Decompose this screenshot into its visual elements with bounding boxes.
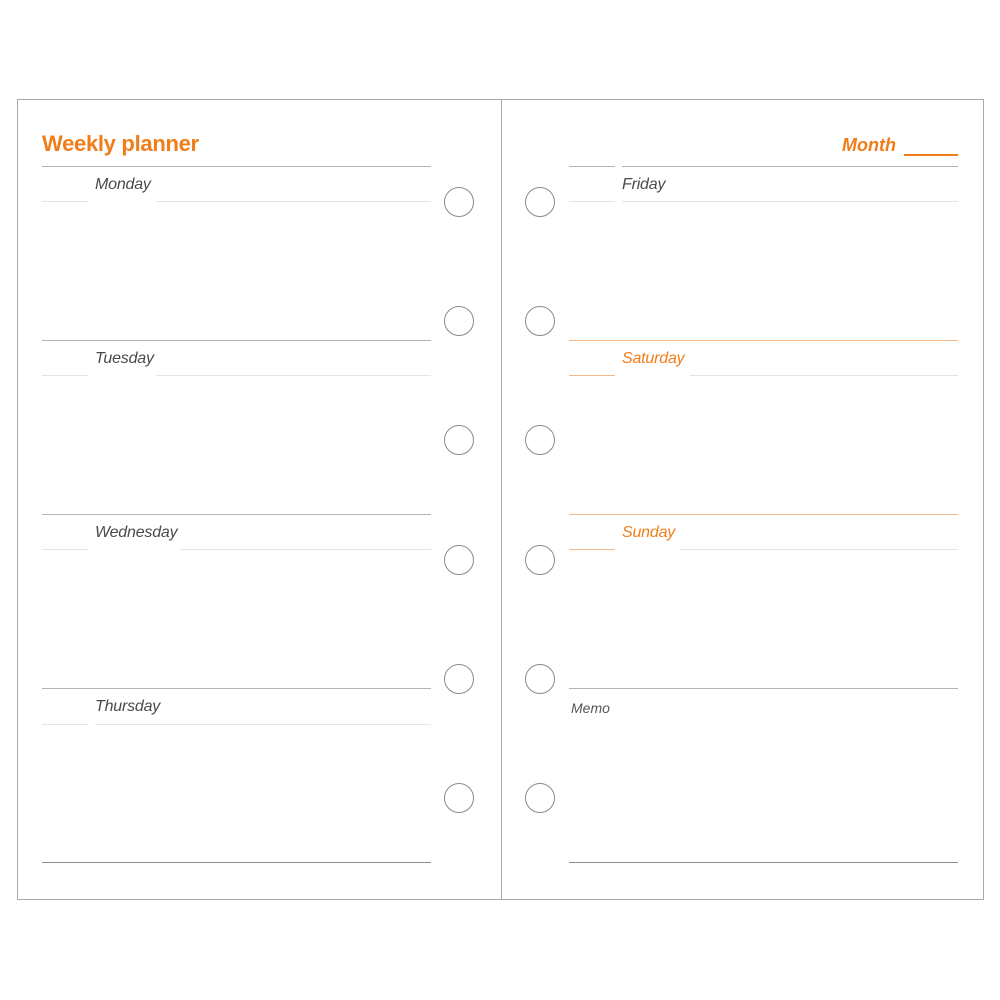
sunday-write-area[interactable] [569, 558, 958, 686]
day-label-tuesday: Tuesday [95, 350, 154, 367]
thursday-write-area[interactable] [42, 732, 431, 860]
monday-write-area[interactable] [42, 210, 431, 338]
ring-hole-icon [444, 664, 474, 694]
saturday-write-area[interactable] [569, 384, 958, 512]
ring-hole-icon [525, 306, 555, 336]
thursday-top-rule [42, 688, 431, 689]
ring-hole-icon [444, 545, 474, 575]
tuesday-top-rule [42, 340, 431, 341]
sunday-date-blank[interactable] [569, 549, 615, 550]
saturday-label-rule [690, 375, 958, 376]
month-blank-line[interactable] [904, 154, 958, 156]
friday-label-rule [622, 201, 958, 202]
month-label: Month [842, 135, 896, 155]
monday-top-rule [42, 166, 431, 167]
tuesday-date-blank[interactable] [42, 375, 88, 376]
wednesday-label-rule [180, 549, 431, 550]
memo-label: Memo [571, 700, 610, 716]
planner-title: Weekly planner [42, 131, 199, 156]
day-label-saturday: Saturday [622, 350, 685, 367]
ring-hole-icon [444, 187, 474, 217]
wednesday-date-blank[interactable] [42, 549, 88, 550]
ring-hole-icon [444, 306, 474, 336]
memo-write-area[interactable] [569, 725, 958, 859]
thursday-label-rule [95, 724, 431, 725]
ring-hole-icon [525, 783, 555, 813]
day-label-wednesday: Wednesday [95, 524, 178, 541]
thursday-date-blank[interactable] [42, 724, 88, 725]
monday-date-blank[interactable] [42, 201, 88, 202]
saturday-date-blank[interactable] [569, 375, 615, 376]
wednesday-write-area[interactable] [42, 558, 431, 686]
day-label-monday: Monday [95, 176, 151, 193]
friday-date-top-rule [569, 166, 615, 167]
left-bottom-rule [42, 862, 431, 863]
saturday-top-rule [569, 340, 958, 341]
sunday-top-rule [569, 514, 958, 515]
tuesday-label-rule [156, 375, 431, 376]
friday-top-rule [622, 166, 958, 167]
ring-hole-icon [444, 783, 474, 813]
memo-top-rule [569, 688, 958, 689]
day-label-sunday: Sunday [622, 524, 676, 541]
friday-write-area[interactable] [569, 210, 958, 338]
ring-hole-icon [525, 545, 555, 575]
ring-hole-icon [525, 425, 555, 455]
friday-date-blank[interactable] [569, 201, 615, 202]
sunday-label-rule [680, 549, 958, 550]
ring-hole-icon [525, 187, 555, 217]
wednesday-top-rule [42, 514, 431, 515]
day-label-friday: Friday [622, 176, 666, 193]
ring-hole-icon [525, 664, 555, 694]
right-bottom-rule [569, 862, 958, 863]
day-label-thursday: Thursday [95, 698, 161, 715]
monday-label-rule [156, 201, 431, 202]
ring-hole-icon [444, 425, 474, 455]
tuesday-write-area[interactable] [42, 384, 431, 512]
